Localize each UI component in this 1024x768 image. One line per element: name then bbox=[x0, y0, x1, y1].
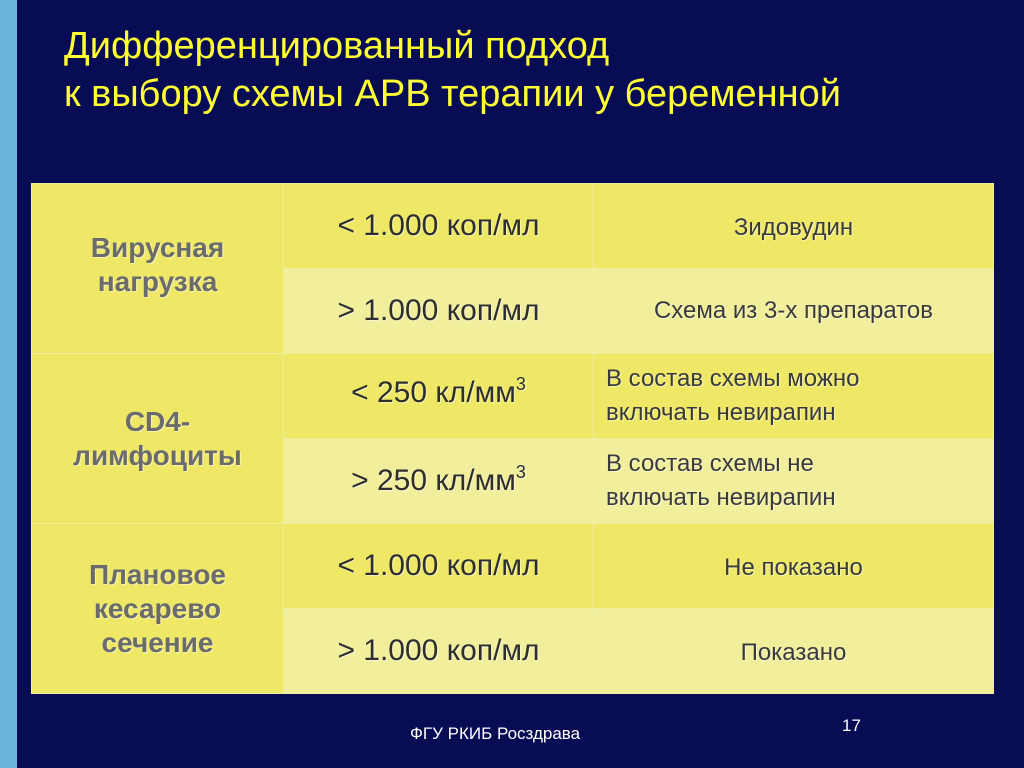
result-cell: Показано bbox=[594, 609, 994, 694]
superscript: 3 bbox=[515, 462, 526, 482]
result-cell: Схема из 3-х препаратов bbox=[594, 269, 994, 354]
footer-organization: ФГУ РКИБ Росздрава bbox=[410, 724, 581, 743]
condition-cell: > 1.000 коп/мл bbox=[284, 269, 594, 354]
group-viral-load bbox=[32, 184, 284, 354]
table-row bbox=[32, 524, 994, 609]
result-cell: Зидовудин bbox=[594, 184, 994, 269]
group-cesarean: Плановое кесарево сечение bbox=[32, 524, 284, 694]
result-cell: В состав схемы можно включать невирапин bbox=[594, 354, 994, 439]
result-cell: В состав схемы не включать невирапин bbox=[594, 439, 994, 524]
condition-cell: > 250 $кл/мм^3$ bbox=[284, 439, 594, 524]
slide-title bbox=[64, 22, 1014, 118]
therapy-table bbox=[31, 183, 994, 694]
group-cd4: CD4- лимфоциты bbox=[32, 354, 284, 524]
table-row bbox=[32, 184, 994, 269]
condition-cell: < 250 $кл/мм^3$ bbox=[284, 354, 594, 439]
page-number: 17 bbox=[842, 716, 861, 735]
condition-cell: < 1.000 коп/мл bbox=[284, 184, 594, 269]
superscript: 3 bbox=[515, 374, 526, 394]
table-row bbox=[32, 354, 994, 439]
result-cell: Не показано bbox=[594, 524, 994, 609]
group-label: Вирусная нагрузка bbox=[90, 231, 225, 297]
left-accent-bar bbox=[0, 0, 17, 768]
title-line-2: к выбору схемы АРВ терапии у беременной bbox=[64, 73, 841, 115]
condition-cell: < 1.000 коп/мл bbox=[284, 524, 594, 609]
title-line-1: Дифференцированный подход bbox=[64, 25, 610, 67]
condition-cell: > 1.000 коп/мл bbox=[284, 609, 594, 694]
